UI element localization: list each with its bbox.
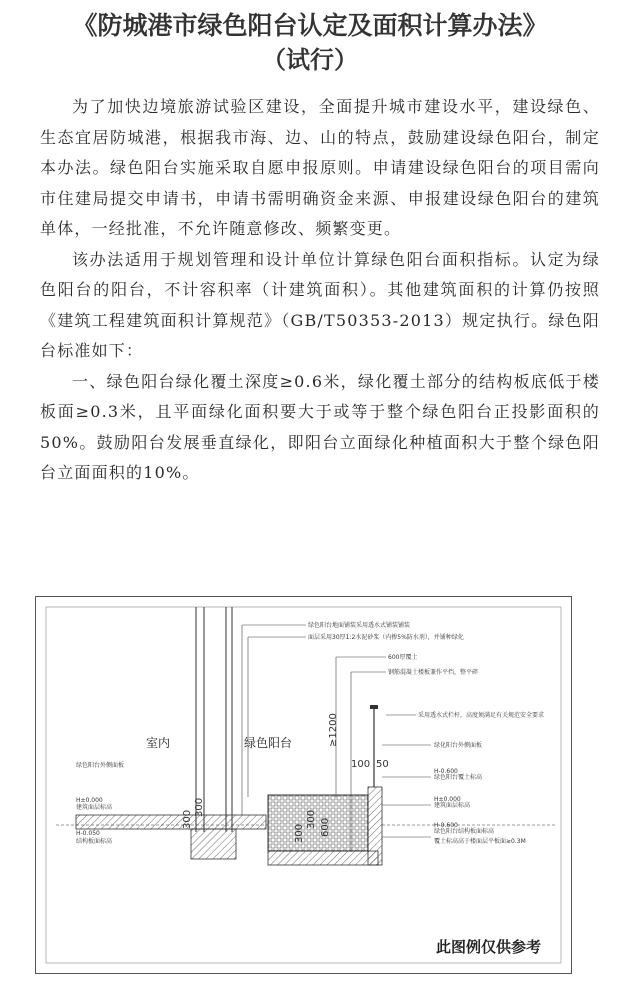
dim-300-b: 300 xyxy=(194,797,205,817)
dim-100: 100 xyxy=(351,759,371,770)
note-8: 建筑面层标高 xyxy=(434,802,471,809)
document-subtitle: （试行） xyxy=(262,46,358,74)
balcony-section-figure xyxy=(35,596,572,974)
elev-label-5: H-0.600 xyxy=(434,822,458,829)
note-13: 结构板面标高 xyxy=(76,838,113,845)
dim-300-d: 300 xyxy=(306,809,317,829)
elev-label-2: H-0.050 xyxy=(76,830,100,837)
note-7: 绿色阳台覆土标高 xyxy=(434,774,483,781)
dim-600: 600 xyxy=(320,817,331,837)
elev-label-1: H±0.000 xyxy=(76,797,103,804)
balcony-slab xyxy=(268,851,378,865)
paragraph-scope: 该办法适用于规划管理和设计单位计算绿色阳台面积指标。认定为绿色阳台的阳台，不计容积率（计建筑面积）。其他建筑面积的计算仍按照《建筑工程建筑面积计算规范》（GB/T50353-2013）规定执行。绿色阳台标准如下： xyxy=(40,249,600,360)
label-indoor: 室内 xyxy=(146,736,171,750)
note-1: 绿色阳台地面铺装采用透水式铺装铺装 xyxy=(308,622,411,629)
note-4: 钢筋混凝土楼板兼作平挡，整平碎 xyxy=(388,669,479,676)
note-5: 采用透水式栏杆，高度须满足有关规范安全要求 xyxy=(418,712,545,719)
dim-300-c: 300 xyxy=(294,823,305,843)
balcony-parapet xyxy=(368,787,382,865)
note-9: 绿色阳台结构板面标高 xyxy=(434,828,495,835)
elev-label-3: H-0.600 xyxy=(434,768,458,775)
inner-frame xyxy=(46,607,561,963)
indoor-slab xyxy=(76,815,266,829)
dim-50: 50 xyxy=(376,759,389,770)
section-drawing xyxy=(36,597,571,973)
note-12: 建筑面层标高 xyxy=(76,804,113,811)
paragraph-standard-1: 一、绿色阳台绿化覆土深度≥0.6米，绿化覆土部分的结构板底低于楼板面≥0.3米，且平面绿化面积要大于或等于整个绿色阳台正投影面积的50%。鼓励阳台发展垂直绿化，即阳台立面绿化种植面积大于整个绿色阳台立面面积的10%。 xyxy=(40,371,600,482)
paragraph-intro: 为了加快边境旅游试验区建设，全面提升城市建设水平，建设绿色、生态宜居防城港，根据我市海、边、山的特点，鼓励建设绿色阳台，制定本办法。绿色阳台实施采取自愿申报原则。申请建设绿色阳台的项目需向市住建局提交申请书，申请书需明确资金来源、申报建设绿色阳台的建筑单体，一经批准，不允许随意修改、频繁变更。 xyxy=(40,97,600,238)
document-body xyxy=(40,92,600,489)
planter-soil xyxy=(268,795,368,851)
note-6: 绿化阳台外侧面板 xyxy=(434,742,483,749)
note-3: 600厚覆土 xyxy=(388,654,418,661)
beam xyxy=(191,829,236,859)
dim-300-a: 300 xyxy=(182,809,193,829)
figure-caption: 此图例仅供参考 xyxy=(435,938,541,956)
note-10: 覆土标高高于楼面层平板面≥0.3M xyxy=(434,838,526,845)
note-2: 面层采用30厚1:2水泥砂浆（内掺5%防水剂），并铺种绿化 xyxy=(308,634,464,641)
label-balcony: 绿色阳台 xyxy=(244,736,293,750)
note-11: 绿色阳台外侧面板 xyxy=(76,762,125,769)
elev-label-4: H±0.000 xyxy=(434,796,461,803)
dim-1200: ≥1200 xyxy=(328,713,339,747)
document-title: 《防城港市绿色阳台认定及面积计算办法》 xyxy=(72,11,548,40)
